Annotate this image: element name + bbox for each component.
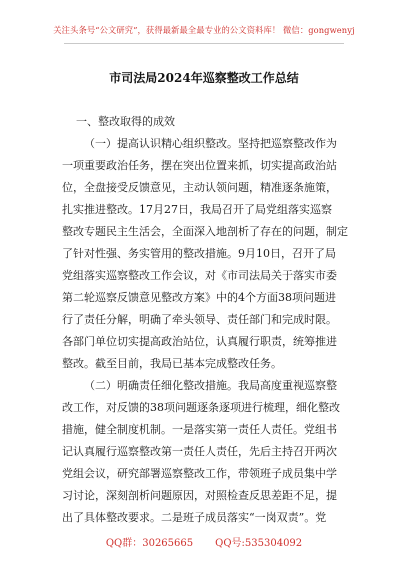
document-title: 市司法局2024年巡察整改工作总结 [109, 71, 299, 85]
header-promo-note: 关注头条号“公文研究”，获得最新最全最专业的公文资料库！ 微信：gongwenyj [53, 25, 355, 35]
paragraph-1-line: 党组落实巡察整改工作会议，对《市司法局关于落实市委 [62, 269, 337, 282]
paragraph-1-line: 扎实推进整改。17月27日，我局召开了局党组落实巡察 [62, 203, 332, 216]
footer-qq-group: QQ群：30265665 [105, 538, 194, 549]
paragraph-1-line: （一）提高认识精心组织整改。坚持把巡察整改作为 [84, 137, 337, 150]
paragraph-2-line: 改工作，对反馈的38项问题逐条逐项进行梳理，细化整改 [62, 401, 340, 414]
paragraph-1-line: 整改专题民主生活会，全面深入地剖析了存在的问题，制定 [62, 225, 348, 238]
paragraph-2-line: 党组会议，研究部署巡察整改工作，带领班子成员集中学 [62, 467, 337, 480]
document-body [62, 111, 348, 529]
footer-qq-number: QQ号:535304092 [215, 538, 303, 549]
paragraph-1-line: 了针对性强、务实管用的整改措施。9月10日，召开了局 [62, 247, 336, 260]
header-divider [64, 43, 344, 44]
paragraph-1-line: 一项重要政治任务，摆在突出位置来抓，切实提高政治站 [62, 159, 337, 172]
paragraph-1-line: 整改。截至目前，我局已基本完成整改任务。 [62, 357, 282, 370]
section-heading: 一、整改取得的成效 [76, 115, 175, 128]
paragraph-2-line: 记认真履行巡察整改第一责任人责任，先后主持召开两次 [62, 445, 337, 458]
paragraph-1-line: 各部门单位切实提高政治站位，认真履行职责，统筹推进 [62, 335, 337, 348]
paragraph-1-line: 行了责任分解，明确了牵头领导、责任部门和完成时限。 [62, 313, 337, 326]
paragraph-2-line: 出了具体整改要求。二是班子成员落实“一岗双责”。党 [62, 511, 327, 524]
paragraph-2-line: （二）明确责任细化整改措施。我局高度重视巡察整 [84, 379, 337, 392]
paragraph-2-line: 习讨论，深刻剖析问题原因，对照检查反思差距不足，提 [62, 489, 337, 502]
paragraph-1-line: 第二轮巡察反馈意见整改方案》中的4个方面38项问题进 [62, 291, 336, 304]
paragraph-2-line: 措施，健全制度机制。一是落实第一责任人责任。党组书 [62, 423, 337, 436]
paragraph-1-line: 位，全盘接受反馈意见，主动认领问题，精准逐条施策， [62, 181, 337, 194]
footer-contact [0, 534, 408, 549]
